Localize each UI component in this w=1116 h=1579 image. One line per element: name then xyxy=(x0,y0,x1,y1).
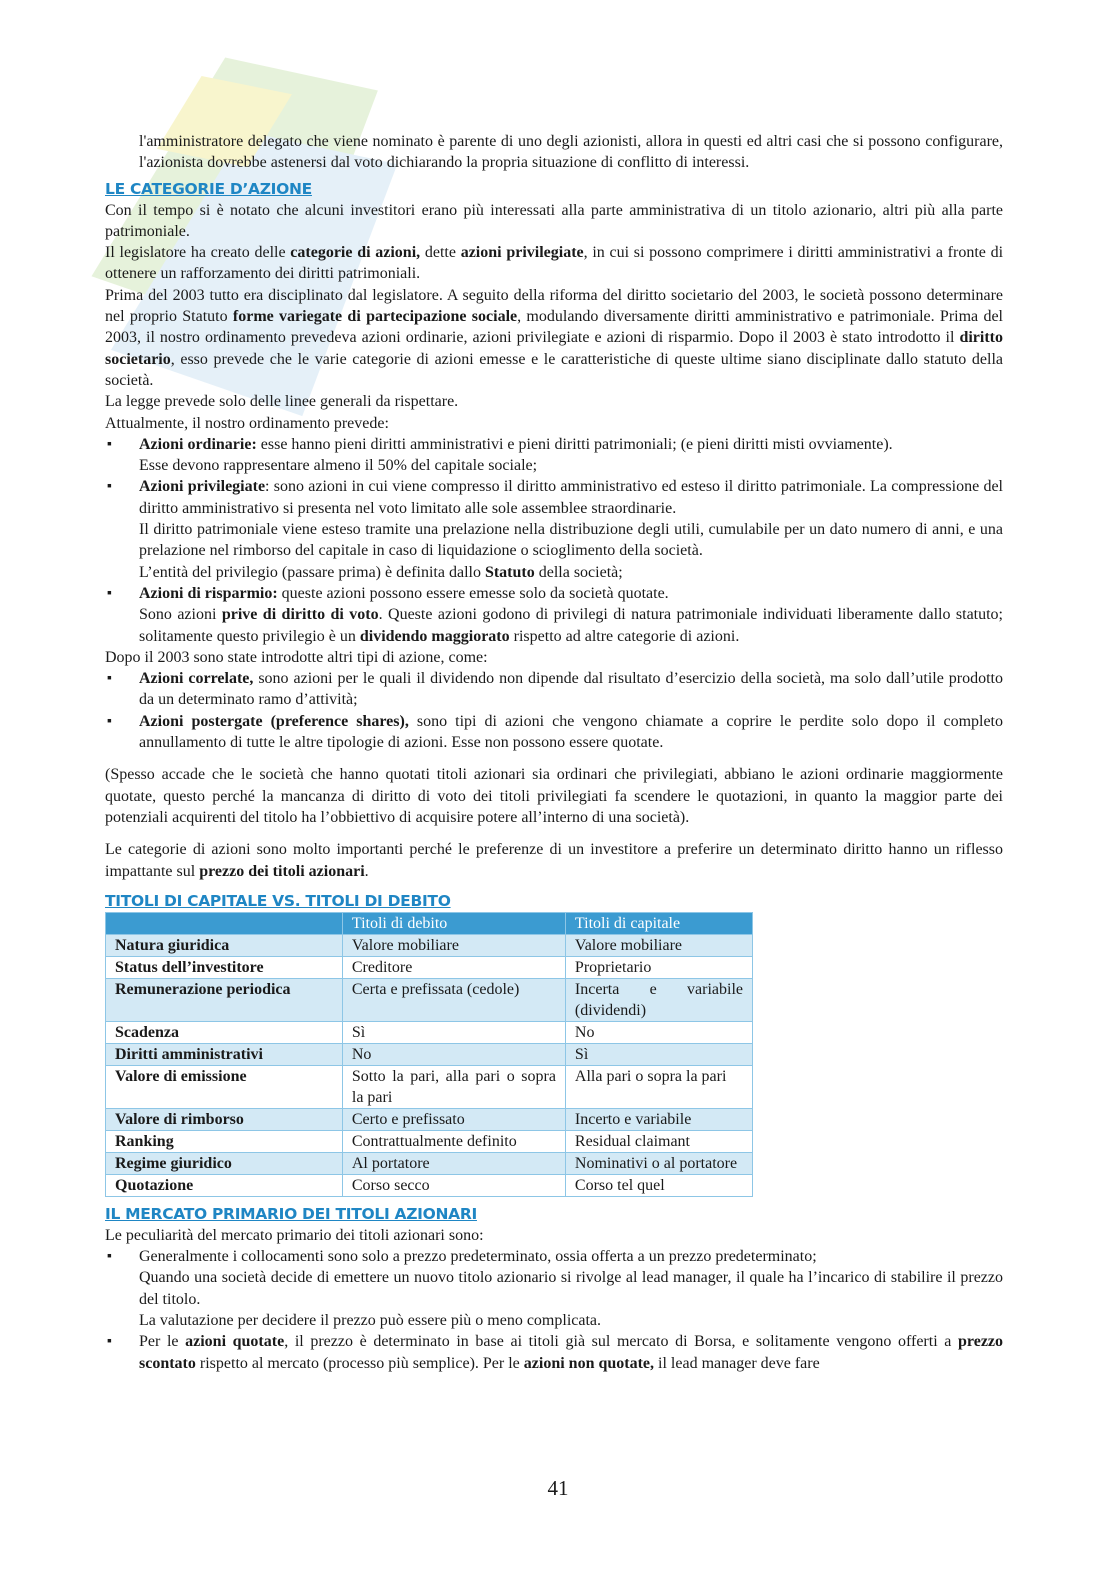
list-item: ▪ Generalmente i collocamenti sono solo a prezzo predeterminato, ossia offerta a un prezzo predeterminato; Quando una società decide di emettere un nuovo titolo azionario si rivolge al lead manager, il quale ha l’incarico di stabilire il prezzo del titolo. La valutazione per decidere il prezzo può essere più o meno complicata. xyxy=(105,1246,1003,1331)
table-cell: Sì xyxy=(342,1021,565,1043)
document-page xyxy=(105,131,1003,1374)
table-cell: Contrattualmente definito xyxy=(342,1130,565,1152)
intro-paragraph: l'amministratore delegato che viene nominato è parente di uno degli azionisti, allora in questi ed altri casi che si possono configurare, l'azionista dovrebbe astenersi dal voto dichiarando la propria situazione di conflitto di interessi. xyxy=(139,133,1003,172)
table-header-cell: Titoli di capitale xyxy=(565,912,752,934)
table-row xyxy=(106,1174,753,1196)
table-header-cell: Titoli di debito xyxy=(342,912,565,934)
bullet-list-categorie xyxy=(105,434,1003,647)
paragraph: Attualmente, il nostro ordinamento prevede: xyxy=(105,414,389,432)
comparison-table xyxy=(105,912,753,1197)
table-row xyxy=(106,1152,753,1174)
table-cell: Status dell’investitore xyxy=(106,956,343,978)
table-cell: Incerta e variabile (dividendi) xyxy=(565,978,752,1021)
table-row xyxy=(106,1021,753,1043)
table-cell: Diritti amministrativi xyxy=(106,1043,343,1065)
table-cell: Quotazione xyxy=(106,1174,343,1196)
table-cell: No xyxy=(565,1021,752,1043)
heading-titoli-capitale-debito: TITOLI DI CAPITALE VS. TITOLI DI DEBITO xyxy=(105,891,451,910)
table-cell: Valore mobiliare xyxy=(565,934,752,956)
table-cell: Corso secco xyxy=(342,1174,565,1196)
heading-categorie-azione: LE CATEGORIE D’AZIONE xyxy=(105,179,312,198)
table-cell: Sotto la pari, alla pari o sopra la pari xyxy=(342,1065,565,1108)
paragraph: (Spesso accade che le società che hanno quotati titoli azionari sia ordinari che privilegiati, abbiano le azioni ordinarie maggiormente quotate, questo perché la mancanza di diritto di voto dei titoli privilegiati fa scendere le quotazioni, in quanto la maggior parte dei potenziali acquirenti del titolo ha l’obbiettivo di acquisire potere all’interno di una società). xyxy=(105,766,1003,826)
table-cell: Alla pari o sopra la pari xyxy=(565,1065,752,1108)
table-cell: Natura giuridica xyxy=(106,934,343,956)
table-cell: Certo e prefissato xyxy=(342,1108,565,1130)
table-cell: Incerto e variabile xyxy=(565,1108,752,1130)
bullet-list-nuove-azioni xyxy=(105,668,1003,753)
table-cell: Scadenza xyxy=(106,1021,343,1043)
paragraph: Le categorie di azioni sono molto importanti perché le preferenze di un investitore a preferire un determinato diritto hanno un riflesso impattante sul prezzo dei titoli azionari. xyxy=(105,841,1003,880)
heading-mercato-primario: IL MERCATO PRIMARIO DEI TITOLI AZIONARI xyxy=(105,1204,477,1223)
table-row xyxy=(106,1108,753,1130)
table-row xyxy=(106,1130,753,1152)
table-cell: Creditore xyxy=(342,956,565,978)
table-row xyxy=(106,1043,753,1065)
table-cell: Proprietario xyxy=(565,956,752,978)
table-row xyxy=(106,934,753,956)
table-cell: Valore mobiliare xyxy=(342,934,565,956)
table-cell: Remunerazione periodica xyxy=(106,978,343,1021)
table-row xyxy=(106,1065,753,1108)
page-number: 41 xyxy=(547,1476,569,1500)
list-item: ▪ Azioni privilegiate: sono azioni in cui viene compresso il diritto amministrativo ed esteso il diritto patrimoniale. La compressione del diritto amministrativo si presenta nel voto limitato alle sole assemblee straordinarie. Il diritto patrimoniale viene esteso tramite una prelazione nella distribuzione degli utili, cumulabile per un dato numero di anni, e una prelazione nel rimborso del capitale in caso di liquidazione o scioglimento della società. L’entità del privilegio (passare prima) è definita dallo Statuto della società; xyxy=(105,476,1003,582)
table-header-row xyxy=(106,912,753,934)
table-cell: Corso tel quel xyxy=(565,1174,752,1196)
table-cell: Nominativi o al portatore xyxy=(565,1152,752,1174)
list-item: ▪ Azioni correlate, sono azioni per le quali il dividendo non dipende dal risultato d’esercizio della società, ma solo dall’utile prodotto da un determinato ramo d’attività; xyxy=(105,668,1003,711)
table-cell: Al portatore xyxy=(342,1152,565,1174)
list-item: ▪ Azioni ordinarie: esse hanno pieni diritti amministrativi e pieni diritti patrimoniali; (e pieni diritti misti ovviamente). Esse devono rappresentare almeno il 50% del capitale sociale; xyxy=(105,434,1003,477)
table-cell: Certa e prefissata (cedole) xyxy=(342,978,565,1021)
bullet-list-mercato-primario xyxy=(105,1246,1003,1374)
paragraph: Il legislatore ha creato delle categorie di azioni, dette azioni privilegiate, in cui si possono comprimere i diritti amministrativi a fronte di ottenere un rafforzamento dei diritti patrimoniali. xyxy=(105,244,1004,283)
list-item: ▪ Azioni postergate (preference shares), sono tipi di azioni che vengono chiamate a coprire le perdite solo dopo il completo annullamento di tutte le altre tipologie di azioni. Esse non possono essere quotate. xyxy=(105,711,1003,754)
list-item: ▪ Per le azioni quotate, il prezzo è determinato in base ai titoli già sul mercato di Borsa, e solitamente vengono offerti a prezzo scontato rispetto al mercato (processo più semplice). Per le azioni non quotate, il lead manager deve fare xyxy=(105,1331,1003,1374)
table-header-cell xyxy=(106,912,343,934)
table-cell: No xyxy=(342,1043,565,1065)
table-cell: Residual claimant xyxy=(565,1130,752,1152)
table-cell: Ranking xyxy=(106,1130,343,1152)
table-row xyxy=(106,956,753,978)
table-cell: Valore di rimborso xyxy=(106,1108,343,1130)
paragraph: Le peculiarità del mercato primario dei titoli azionari sono: xyxy=(105,1226,484,1244)
paragraph: Prima del 2003 tutto era disciplinato dal legislatore. A seguito della riforma del diritto societario del 2003, le società possono determinare nel proprio Statuto forme variegate di partecipazione sociale, modulando diversamente diritti amministrativo e patrimoniale. Prima del 2003, il nostro ordinamento prevedeva azioni ordinarie, azioni privilegiate e azioni di risparmio. Dopo il 2003 è stato introdotto il diritto societario, esso prevede che le varie categorie di azioni emesse e le caratteristiche di queste ultime siano disciplinate dallo statuto della società. xyxy=(105,286,1003,389)
paragraph: La legge prevede solo delle linee generali da rispettare. xyxy=(105,393,459,411)
paragraph: Con il tempo si è notato che alcuni investitori erano più interessati alla parte amministrativa di un titolo azionario, altri più alla parte patrimoniale. xyxy=(105,201,1003,240)
table-row xyxy=(106,978,753,1021)
list-item: ▪ Azioni di risparmio: queste azioni possono essere emesse solo da società quotate. Sono azioni prive di diritto di voto. Queste azioni godono di privilegi di natura patrimoniale individuati liberamente dallo statuto; solitamente questo privilegio è un dividendo maggiorato rispetto ad altre categorie di azioni. xyxy=(105,583,1003,647)
table-cell: Valore di emissione xyxy=(106,1065,343,1108)
table-cell: Regime giuridico xyxy=(106,1152,343,1174)
paragraph: Dopo il 2003 sono state introdotte altri tipi di azione, come: xyxy=(105,648,488,666)
table-cell: Sì xyxy=(565,1043,752,1065)
